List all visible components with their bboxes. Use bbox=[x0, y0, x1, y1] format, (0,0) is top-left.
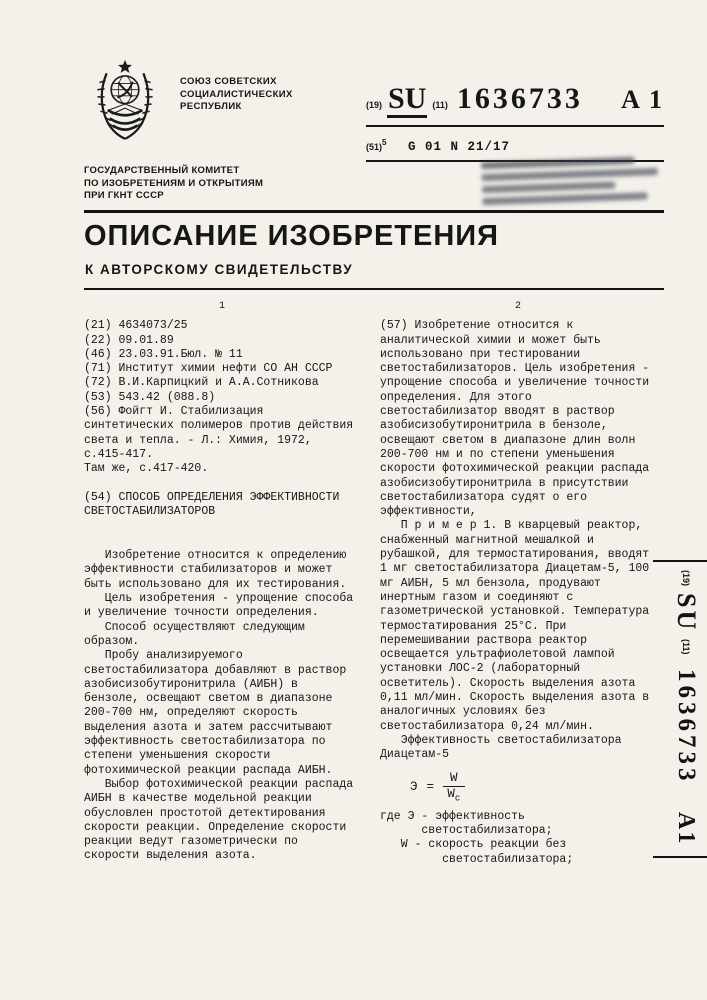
union-name bbox=[180, 76, 293, 114]
biblio-56-cont: Там же, с.417-420. bbox=[84, 462, 209, 476]
biblio-72: (72) В.И.Карпицкий и А.А.Сотникова bbox=[84, 376, 319, 390]
committee-name bbox=[84, 165, 263, 203]
union-name-line: СОЦИАЛИСТИЧЕСКИХ bbox=[180, 88, 293, 100]
side-country-code: SU bbox=[672, 593, 701, 633]
formula-denominator-base: W bbox=[447, 786, 455, 801]
margin-tick-top bbox=[653, 560, 707, 562]
code-19: (19) bbox=[366, 100, 383, 110]
committee-line: ПРИ ГКНТ СССР bbox=[84, 190, 164, 201]
publication-number-row bbox=[366, 84, 664, 127]
column-mark-1: 1 bbox=[218, 301, 225, 312]
code-11: (11) bbox=[432, 100, 448, 110]
formula-equals: = bbox=[426, 779, 435, 794]
column-mark-2: 2 bbox=[514, 301, 521, 312]
side-code-11: (11) bbox=[681, 639, 691, 655]
biblio-53: (53) 543.42 (088.8) bbox=[84, 390, 216, 404]
kind-code: A 1 bbox=[621, 85, 664, 114]
efficiency-formula bbox=[410, 771, 656, 804]
side-publication-number: 1636733 bbox=[673, 668, 700, 785]
right-column bbox=[380, 300, 656, 867]
stamp-smudge-line bbox=[481, 157, 634, 169]
code-51: (51) bbox=[366, 142, 383, 153]
publication-number: 1636733 bbox=[456, 82, 583, 115]
ink-stamp bbox=[473, 151, 671, 218]
stamp-smudge-line bbox=[482, 168, 659, 181]
committee-line: ПО ИЗОБРЕТЕНИЯМ И ОТКРЫТИЯМ bbox=[84, 177, 264, 189]
side-publication-label bbox=[671, 570, 701, 846]
margin-tick-bottom bbox=[653, 856, 707, 858]
side-code-19: (19) bbox=[681, 570, 691, 587]
document-title: ОПИСАНИЕ ИЗОБРЕТЕНИЯ bbox=[84, 220, 499, 252]
committee-line: ГОСУДАРСТВЕННЫЙ КОМИТЕТ bbox=[84, 165, 240, 176]
formula-fraction bbox=[443, 771, 465, 804]
description-paragraph: Изобретение относится к определению эффективности стабилизаторов и может быть использовано для их тестирования. bbox=[84, 549, 347, 591]
stamp-smudge-line bbox=[482, 181, 615, 193]
description-paragraph: Способ осуществляют следующим образом. bbox=[84, 620, 305, 648]
biblio-21: (21) 4634073/25 bbox=[84, 319, 188, 333]
invention-title: (54) СПОСОБ ОПРЕДЕЛЕНИЯ ЭФФЕКТИВНОСТИ СВЕТОСТАБИЛИЗАТОРОВ bbox=[84, 490, 340, 518]
document-subtitle: К АВТОРСКОМУ СВИДЕТЕЛЬСТВУ bbox=[85, 262, 354, 277]
biblio-46: (46) 23.03.91.Бюл. № 11 bbox=[84, 347, 243, 361]
abstract-57: (57) Изобретение относится к аналитической химии и может быть использовано при тестировании светостабилизаторов. Цель изобретения - упрощение способа и увеличение точности определения. Для этого светостабилизатор вводят в раствор азобисизобутиронитрила в бензоле, освещают светом в диапазоне длин волн 200-700 нм и по степени уменьшения скорости фотохимической реакции распада азобисизобутиронитрила в присутствии светостабилизатора судят о его эффективности, bbox=[380, 319, 650, 519]
example-paragraph: П р и м е р 1. В кварцевый реактор, снабженный магнитной мешалкой и рубашкой, для термостатирования, вводят 1 мг светостабилизатора Диацетам-5, 100 мг АИБН, 5 мл бензола, продувают инертным газом и соединяют с газометрической установкой. Температура термостатирования 25°С. При перемешивании раствора реактор освещается ультрафиолетовой лампой установки ЛОС-2 (лабораторный осветитель). Скорость выделения азота 0,11 мл/мин. Скорость выделения азота в аналогичных условиях без светостабилизатора 0,24 мл/мин. bbox=[380, 519, 650, 733]
ipc-class: G 01 N 21/17 bbox=[407, 140, 510, 155]
biblio-71: (71) Институт химии нефти СО АН СССР bbox=[84, 362, 333, 376]
formula-numerator: W bbox=[443, 771, 465, 787]
country-code: SU bbox=[387, 84, 427, 118]
code-51-sup: 5 bbox=[382, 138, 387, 147]
ussr-state-emblem-icon bbox=[94, 58, 156, 148]
efficiency-line: Эффективность светостабилизатора Диацетам-5 bbox=[380, 733, 622, 762]
description-paragraph: Пробу анализируемого светостабилизатора добавляют в раствор азобисизобутиронитрила (АИБН) в бензоле, освещают светом в диапазоне 200-700 нм, определяют скорость выделения азота и затем рассчитывают эффективность светостабилизатора по степени уменьшения скорости фотохимической реакции распада АИБН. bbox=[84, 649, 347, 777]
formula-lhs: Э bbox=[410, 779, 418, 794]
side-kind-code: А1 bbox=[673, 812, 699, 846]
biblio-56: (56) Фойгт И. Стабилизация синтетических полимеров против действия света и тепла. - Л.: Химия, 1972, с.415-417. bbox=[84, 405, 354, 461]
union-name-line: РЕСПУБЛИК bbox=[180, 101, 242, 112]
union-name-line: СОЮЗ СОВЕТСКИХ bbox=[180, 76, 277, 87]
biblio-22: (22) 09.01.89 bbox=[84, 333, 174, 347]
where-definition: где Э - эффективность светостабилизатора; bbox=[380, 809, 553, 838]
horizontal-rule-top bbox=[84, 210, 664, 213]
formula-denominator bbox=[447, 787, 460, 804]
left-column bbox=[84, 300, 360, 867]
horizontal-rule-subtitle bbox=[84, 288, 664, 290]
stamp-smudge-line bbox=[482, 192, 647, 205]
where-definition: W - скорость реакции без светостабилизатора; bbox=[400, 838, 574, 866]
description-paragraph: Цель изобретения - упрощение способа и увеличение точности определения. bbox=[84, 592, 354, 620]
formula-denominator-sub: c bbox=[454, 793, 461, 804]
description-paragraph: Выбор фотохимической реакции распада АИБН в качестве модельной реакции обусловлен простотой детектирования скорости реакции. Определение скорости реакции ведут газометрически по скорости выделения азота. bbox=[84, 777, 354, 863]
body-columns bbox=[84, 300, 656, 867]
